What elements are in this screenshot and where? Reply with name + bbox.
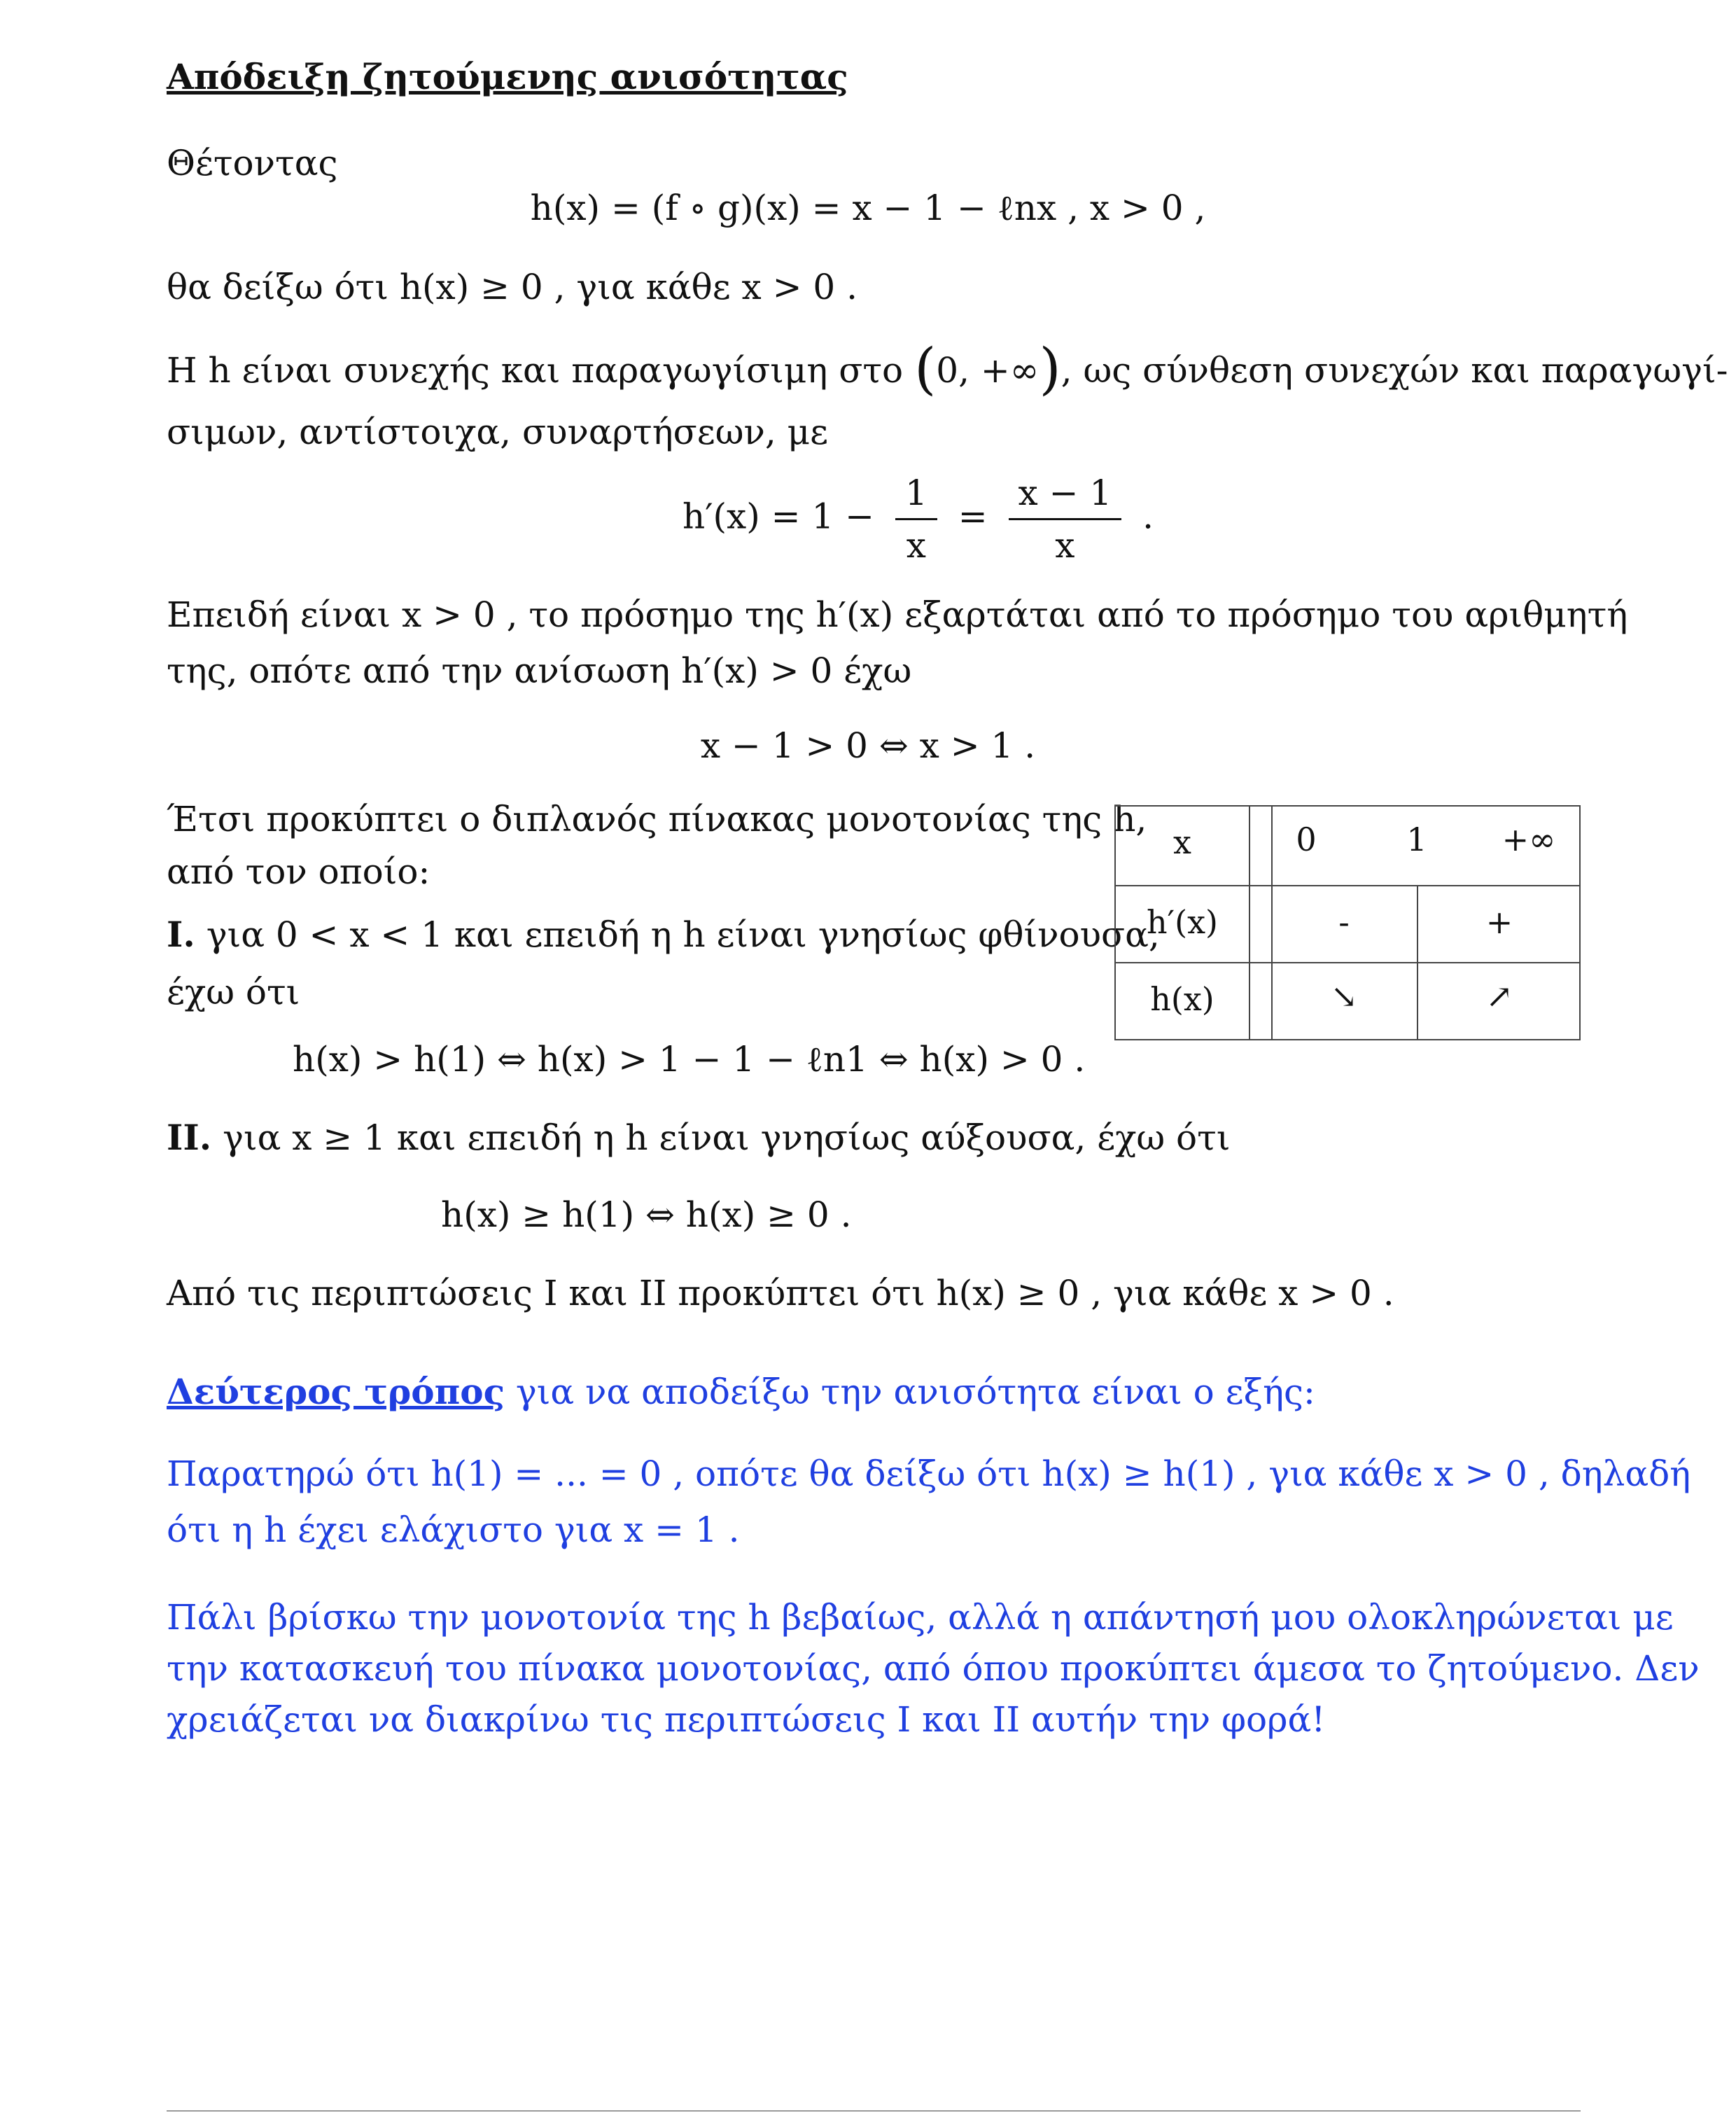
table-x-infinity: +∞ — [1502, 821, 1556, 858]
table-x-label: x — [1173, 823, 1191, 861]
increasing-arrow-icon: ↗ — [1485, 977, 1513, 1015]
monotonicity-table — [1114, 805, 1581, 1040]
continuity-line-2: σιμων, αντίστοιχα, συναρτήσεων, με — [167, 412, 829, 452]
table-x-one: 1 — [1406, 821, 1427, 858]
fraction-one-over-x — [895, 472, 937, 566]
table-divider-h2 — [1116, 962, 1579, 963]
case-2-equation: h(x) ≥ h(1) ⇔ h(x) ≥ 0 . — [441, 1194, 852, 1235]
case-2-text: για x ≥ 1 και επειδή η h είναι γνησίως αύξουσα, έχω ότι — [223, 1117, 1231, 1158]
second-method-p1-line-2: ότι η h έχει ελάχιστο για x = 1 . — [167, 1509, 740, 1550]
second-method-p1-line-1: Παρατηρώ ότι h(1) = ... = 0 , οπότε θα δείξω ότι h(x) ≥ h(1) , για κάθε x > 0 , δηλαδή — [167, 1453, 1691, 1494]
equation-dot: . — [1142, 496, 1154, 537]
footer-rule — [167, 2110, 1581, 2112]
derivative-equation — [682, 472, 1154, 566]
page-title: Απόδειξη ζητούμενης ανισότητας — [167, 56, 848, 97]
sign-line-2: της, οπότε από την ανίσωση h′(x) > 0 έχω — [167, 650, 912, 691]
case-2-label: II. — [167, 1117, 212, 1158]
right-paren: ) — [1039, 336, 1061, 401]
goal-statement: θα δείξω ότι h(x) ≥ 0 , για κάθε x > 0 . — [167, 267, 858, 307]
case-1-line — [167, 910, 1160, 959]
case-1-line-2: έχω ότι — [167, 972, 300, 1012]
table-derivative-sign-negative: - — [1338, 903, 1350, 941]
table-intro-line-2: από τον οποίο: — [167, 851, 430, 892]
table-x-zero: 0 — [1296, 821, 1317, 858]
second-method-p2-line-1: Πάλι βρίσκω την μονοτονία της h βεβαίως, αλλά η απάντησή μου ολοκληρώνεται με — [167, 1597, 1674, 1638]
interval-text: 0, +∞ — [936, 350, 1040, 391]
table-derivative-label: h′(x) — [1147, 903, 1218, 941]
continuity-text-post: , ως σύνθεση συνεχών και παραγωγί- — [1060, 350, 1728, 391]
derivative-lhs: h′(x) = 1 − — [682, 496, 875, 537]
continuity-line-1 — [167, 336, 1728, 401]
equals-sign: = — [958, 496, 988, 537]
second-method-p2-line-2: την κατασκευή του πίνακα μονοτονίας, από όπου προκύπτει άμεσα το ζητούμενο. Δεν — [167, 1648, 1700, 1689]
fraction-1-denominator: x — [906, 525, 926, 566]
case-1-label: I. — [167, 914, 195, 955]
fraction-2-denominator: x — [1055, 525, 1075, 566]
intro-text: Θέτοντας — [167, 143, 338, 183]
case-1-equation: h(x) > h(1) ⇔ h(x) > 1 − 1 − ℓn1 ⇔ h(x) > 0 . — [293, 1039, 1086, 1080]
case-2-line — [167, 1113, 1230, 1162]
definition-equation: h(x) = (f ∘ g)(x) = x − 1 − ℓnx , x > 0 , — [530, 188, 1206, 228]
table-divider-h1 — [1116, 885, 1579, 886]
second-method-heading — [167, 1367, 1315, 1416]
fraction-2-numerator: x − 1 — [1009, 472, 1122, 520]
case-1-text: για 0 < x < 1 και επειδή η h είναι γνησίως φθίνουσα, — [206, 914, 1160, 955]
table-derivative-sign-positive: + — [1485, 903, 1513, 941]
table-divider-v1 — [1249, 807, 1250, 1039]
continuity-text-pre: Η h είναι συνεχής και παραγωγίσιμη στο — [167, 350, 904, 391]
decreasing-arrow-icon: ↘ — [1330, 977, 1358, 1015]
fraction-1-numerator: 1 — [895, 472, 937, 520]
inequality-solution: x − 1 > 0 ⇔ x > 1 . — [700, 725, 1036, 766]
left-paren: ( — [914, 336, 937, 401]
second-method-title: Δεύτερος τρόπος — [167, 1371, 505, 1412]
table-intro-line-1: Έτσι προκύπτει ο διπλανός πίνακας μονοτονίας της h, — [167, 799, 1147, 839]
table-function-label: h(x) — [1150, 980, 1214, 1018]
second-method-p2-line-3: χρειάζεται να διακρίνω τις περιπτώσεις I και II αυτήν την φορά! — [167, 1699, 1326, 1740]
sign-line-1: Επειδή είναι x > 0 , το πρόσημο της h′(x) εξαρτάται από το πρόσημο του αριθμητή — [167, 594, 1628, 635]
conclusion-text: Από τις περιπτώσεις I και II προκύπτει ότι h(x) ≥ 0 , για κάθε x > 0 . — [167, 1273, 1394, 1313]
fraction-x-minus-1-over-x — [1009, 472, 1122, 566]
second-method-title-rest: για να αποδείξω την ανισότητα είναι ο εξής: — [505, 1372, 1315, 1412]
